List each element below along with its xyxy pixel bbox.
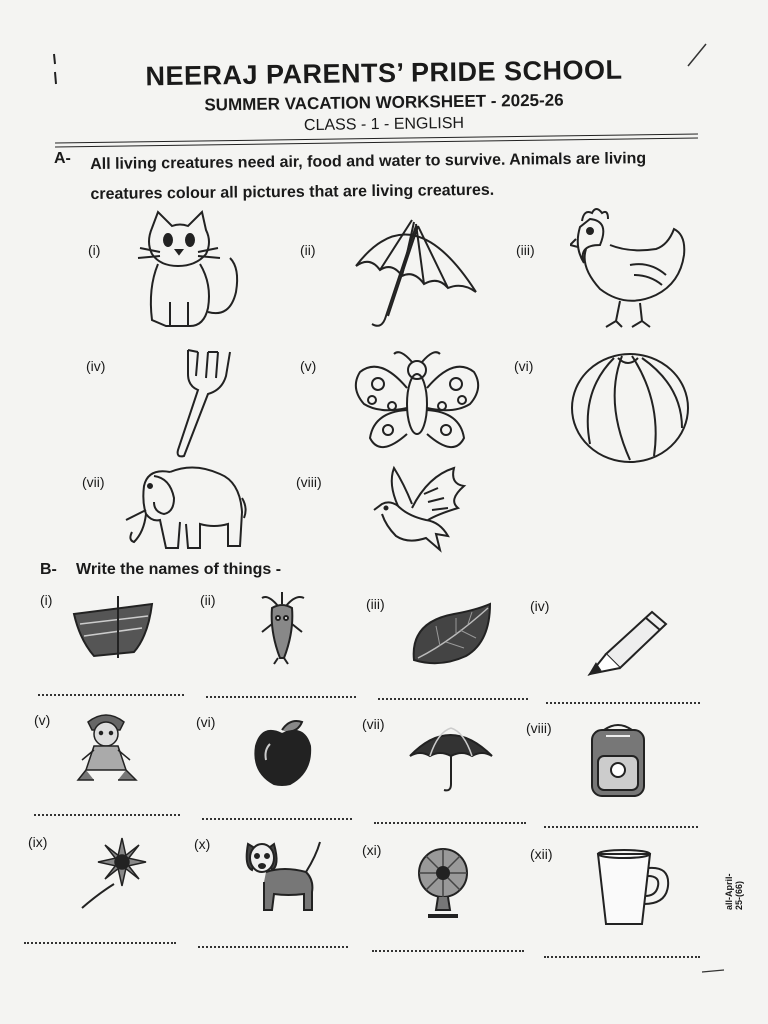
a-item-num: (v) <box>300 358 317 374</box>
section-b-instruction: Write the names of things - <box>76 561 282 578</box>
umbrella-b-picture <box>408 722 494 794</box>
fork-picture <box>168 346 238 460</box>
b-item-num: (vii) <box>362 716 385 732</box>
b-item-num: (v) <box>34 712 51 728</box>
side-print-code: all-April-25-(66) <box>724 873 744 910</box>
b-item-num: (xii) <box>530 846 553 862</box>
boat-picture <box>72 596 156 662</box>
answer-line[interactable] <box>38 694 184 696</box>
bag-picture <box>586 720 650 800</box>
b-item-num: (vi) <box>196 714 216 730</box>
bird-picture <box>368 464 468 556</box>
a-item-num: (vii) <box>82 474 105 490</box>
a-item-num: (i) <box>88 242 101 258</box>
answer-line[interactable] <box>378 698 528 700</box>
class-subject: CLASS - 1 - ENGLISH <box>303 114 465 135</box>
fan-picture <box>416 846 470 920</box>
apple-picture <box>250 716 316 788</box>
a-item-num: (iii) <box>516 242 535 258</box>
leaf-picture <box>410 602 496 666</box>
b-item-num: (ii) <box>200 592 216 608</box>
school-name: NEERAJ PARENTS’ PRIDE SCHOOL <box>145 54 623 92</box>
section-b-label: B- <box>40 561 57 578</box>
a-item-num: (ii) <box>300 242 316 258</box>
elephant-picture <box>124 462 248 554</box>
answer-line[interactable] <box>24 942 176 944</box>
b-item-num: (iii) <box>366 596 385 612</box>
b-item-num: (iv) <box>530 598 550 614</box>
answer-line[interactable] <box>202 818 352 820</box>
dog-picture <box>240 836 324 914</box>
a-item-num: (viii) <box>296 474 322 490</box>
section-a-label: A- <box>54 150 71 167</box>
ball-picture <box>570 352 690 464</box>
cup-picture <box>594 848 674 928</box>
hen-picture <box>570 205 690 331</box>
carrot-picture <box>258 592 308 666</box>
margin-stroke <box>700 966 730 976</box>
answer-line[interactable] <box>372 950 524 952</box>
umbrella-picture <box>352 212 482 334</box>
section-a-instruction: All living creatures need air, food and water to survive. Animals are living creatures colour all pictures that are living creatures. <box>90 150 647 203</box>
b-item-num: (ix) <box>28 834 48 850</box>
cat-picture <box>130 208 250 334</box>
a-item-num: (vi) <box>514 358 534 374</box>
answer-line[interactable] <box>546 702 700 704</box>
b-item-num: (x) <box>194 836 211 852</box>
flower-picture <box>78 834 154 910</box>
b-item-num: (xi) <box>362 842 382 858</box>
pencil-picture <box>586 606 670 676</box>
b-item-num: (i) <box>40 592 53 608</box>
doll-picture <box>74 708 140 784</box>
answer-line[interactable] <box>198 946 348 948</box>
butterfly-picture <box>350 348 484 460</box>
answer-line[interactable] <box>34 814 180 816</box>
answer-line[interactable] <box>544 956 700 958</box>
worksheet-title: SUMMER VACATION WORKSHEET - 2025-26 <box>204 90 564 115</box>
a-item-num: (iv) <box>86 358 106 374</box>
b-item-num: (viii) <box>526 720 552 736</box>
answer-line[interactable] <box>374 822 526 824</box>
answer-line[interactable] <box>206 696 356 698</box>
answer-line[interactable] <box>544 826 698 828</box>
